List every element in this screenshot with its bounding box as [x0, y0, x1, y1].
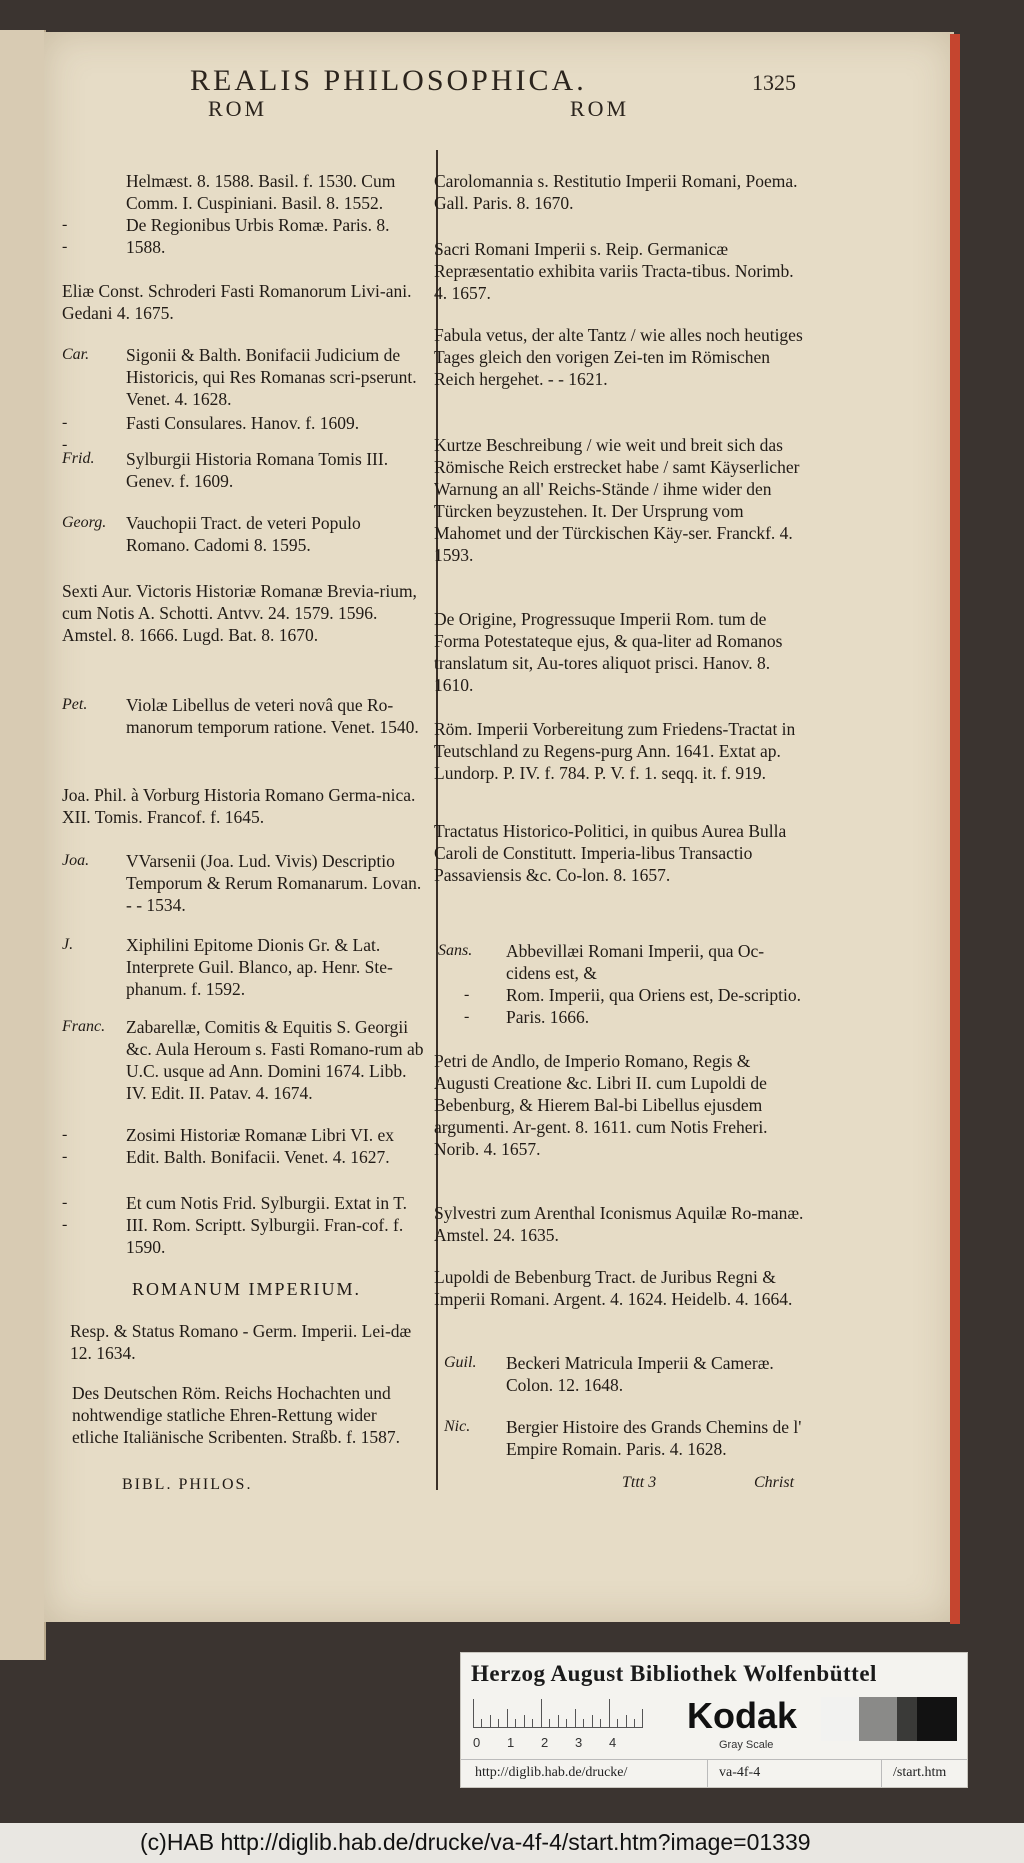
entry-text: Beckeri Matricula Imperii & Cameræ. Colon. 12. 1648.: [506, 1353, 774, 1395]
entry-text: Sigonii & Balth. Bonifacii Judicium de Historicis, qui Res Romanas scri-pserunt. Venet. 4. 1628.: [126, 345, 417, 409]
entry-abbr: Joa.: [62, 852, 90, 869]
facing-page-edge: [0, 30, 46, 1660]
column-head-left: ROM: [208, 96, 268, 121]
gray-swatch: [917, 1697, 957, 1741]
entry-text: Des Deutschen Röm. Reichs Hochachten und nohtwendige statliche Ehren-Rettung wider etliche Italiänische Scribenten. Straßb. f. 1587.: [72, 1383, 401, 1447]
entry-text: De Origine, Progressuque Imperii Rom. tum de Forma Potestateque ejus, & qua-liter ad Romanos translatum sit, Au-tores aliquot prisci. Hanov. 8. 1610.: [434, 609, 783, 695]
entry-text: De Regionibus Urbis Romæ. Paris. 8. 1588.: [126, 215, 390, 257]
card-divider: [461, 1759, 967, 1760]
entry-text: Xiphilini Epitome Dionis Gr. & Lat. Interprete Guil. Blanco, ap. Henr. Ste-phanum. f. 1592.: [126, 935, 393, 999]
entry-text: Sacri Romani Imperii s. Reip. Germanicæ Repræsentatio exhibita variis Tracta-tibus. Norimb. 4. 1657.: [434, 239, 794, 303]
entry-text: Et cum Notis Frid. Sylburgii. Extat in T. III. Rom. Scriptt. Sylburgii. Fran-cof. f. 1590.: [126, 1193, 407, 1257]
entry-text: Joa. Phil. à Vorburg Historia Romano Germa-nica. XII. Tomis. Francof. f. 1645.: [62, 785, 416, 827]
entry-text: Resp. & Status Romano - Germ. Imperii. Lei-dæ 12. 1634.: [70, 1321, 412, 1363]
entry-abbr: Sans.: [438, 942, 473, 959]
entry-abbr: Guil.: [444, 1354, 477, 1371]
column-head-right: ROM: [570, 96, 630, 121]
entry-text: Violæ Libellus de veteri novâ que Ro-manorum temporum ratione. Venet. 1540.: [126, 695, 419, 737]
entry-text: Carolomannia s. Restitutio Imperii Romani, Poema. Gall. Paris. 8. 1670.: [434, 171, 798, 213]
entry-abbr: J.: [62, 936, 74, 953]
card-title: Herzog August Bibliothek Wolfenbüttel: [471, 1661, 877, 1686]
card-start: /start.htm: [893, 1765, 947, 1780]
entry-text: Abbevillæi Romani Imperii, qua Oc-cidens est, &: [506, 941, 765, 983]
entry-abbr: - -: [62, 1194, 68, 1233]
signature-mark: Tttt 3: [622, 1474, 657, 1491]
entry-abbr: - -: [464, 986, 470, 1025]
entry-text: Röm. Imperii Vorbereitung zum Friedens-Tractat in Teutschland zu Regens-purg Ann. 1641. Extat ap. Lundorp. P. IV. f. 784. P. V. f. 1. seqq. it. f. 919.: [434, 719, 796, 783]
entry-text: Lupoldi de Bebenburg Tract. de Juribus Regni & Imperii Romani. Argent. 4. 1624. Heidelb. 4. 1664.: [434, 1267, 793, 1309]
kodak-logo: Kodak: [687, 1695, 798, 1736]
gray-scale-label: Gray Scale: [719, 1739, 774, 1751]
entry-abbr: Georg.: [62, 514, 107, 531]
entry-text: Bergier Histoire des Grands Chemins de l' Empire Romain. Paris. 4. 1628.: [506, 1417, 802, 1459]
entry-text: Eliæ Const. Schroderi Fasti Romanorum Livi-ani. Gedani 4. 1675.: [62, 281, 412, 323]
entry-text: Kurtze Beschreibung / wie weit und breit sich das Römische Reich erstrecket habe / samt Käyserlicher Warnung an all' Reichs-Stände / ihme wider den Türcken beyzustehen. It. Der Ursprung vom Mahomet und der Türckischen Käy-ser. Franckf. 4. 1593.: [434, 435, 800, 565]
entry-text: Vauchopii Tract. de veteri Populo Romano. Cadomi 8. 1595.: [126, 513, 361, 555]
entry-text: Petri de Andlo, de Imperio Romano, Regis & Augusti Creatione &c. Libri II. cum Lupoldi de Bebenburg, & Hierem Bal-bi Libellus ejusdem argumenti. Ar-gent. 8. 1611. cum Notis Freheri. Norib. 4. 1657.: [434, 1051, 768, 1159]
entry-text: Helmæst. 8. 1588. Basil. f. 1530. Cum Comm. I. Cuspiniani. Basil. 8. 1552.: [126, 171, 396, 213]
entry-text: Fabula vetus, der alte Tantz / wie alles noch heutiges Tages gleich den vorigen Zei-ten im Römischen Reich hergehet. - - 1621.: [434, 325, 803, 389]
entry-text: Sexti Aur. Victoris Historiæ Romanæ Brevia-rium, cum Notis A. Schotti. Antvv. 24. 1579. 1596. Amstel. 8. 1666. Lugd. Bat. 8. 1670.: [62, 581, 417, 645]
entry-abbr: Pet.: [62, 696, 88, 713]
entry-text: Sylburgii Historia Romana Tomis III. Genev. f. 1609.: [126, 449, 389, 491]
gray-swatch: [859, 1697, 897, 1741]
ruler: [473, 1699, 643, 1728]
card-divider: [707, 1759, 708, 1787]
card-url: http://diglib.hab.de/drucke/: [475, 1765, 628, 1780]
color-calibration-card: Herzog August Bibliothek Wolfenbüttel 0 1 2 3 4 Kodak Gray Scale http://diglib.hab.de/drucke/ va-4f-4 /start.htm: [460, 1652, 968, 1788]
entry-text: Zosimi Historiæ Romanæ Libri VI. ex Edit. Balth. Bonifacii. Venet. 4. 1627.: [126, 1125, 395, 1167]
entry-text: Zabarellæ, Comitis & Equitis S. Georgii &c. Aula Heroum s. Fasti Romano-rum ab U.C. usque ad Ann. Domini 1674. Libb. IV. Edit. II. Patav. 4. 1674.: [126, 1017, 424, 1103]
copyright-url[interactable]: (c)HAB http://diglib.hab.de/drucke/va-4f-4/start.htm?image=01339: [140, 1829, 811, 1855]
entry-text: Rom. Imperii, qua Oriens est, De-scriptio. Paris. 1666.: [506, 985, 802, 1027]
page-number: 1325: [752, 70, 796, 95]
catchword: Christ: [754, 1474, 795, 1491]
entry-abbr: - -: [62, 414, 68, 453]
card-divider: [881, 1759, 882, 1787]
footer-left: BIBL. PHILOS.: [122, 1476, 253, 1493]
entry-text: Tractatus Historico-Politici, in quibus Aurea Bulla Caroli de Constitutt. Imperia-libus Transactio Passaviensis &c. Co-lon. 8. 1657.: [434, 821, 787, 885]
card-signature: va-4f-4: [719, 1765, 761, 1780]
running-head: REALIS PHILOSOPHICA.: [190, 64, 587, 97]
entry-abbr: - -: [62, 1126, 68, 1165]
entry-text: Sylvestri zum Arenthal Iconismus Aquilæ Ro-manæ. Amstel. 24. 1635.: [434, 1203, 804, 1245]
gray-swatch: [821, 1697, 859, 1741]
entry-abbr: Frid.: [62, 450, 95, 467]
entry-abbr: Car.: [62, 346, 90, 363]
page-red-edge: [950, 34, 960, 1624]
section-title: ROMANUM IMPERIUM.: [132, 1279, 362, 1299]
entry-text: VVarsenii (Joa. Lud. Vivis) Descriptio Temporum & Rerum Romanarum. Lovan. - - 1534.: [126, 851, 422, 915]
entry-abbr: Franc.: [62, 1018, 106, 1035]
entry-abbr: Nic.: [444, 1418, 471, 1435]
gray-swatch: [897, 1697, 917, 1741]
entry-text: Fasti Consulares. Hanov. f. 1609.: [126, 413, 360, 433]
entry-abbr: - -: [62, 216, 68, 255]
